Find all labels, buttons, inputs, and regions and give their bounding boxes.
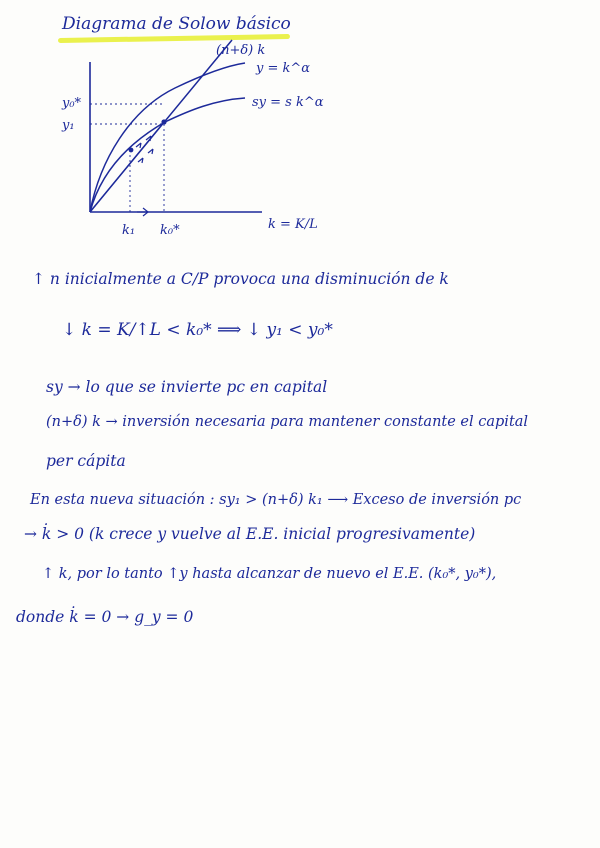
page-title: Diagrama de Solow básico (62, 14, 291, 34)
label-x-axis: k = K/L (268, 217, 318, 232)
arrow-mark (148, 149, 153, 154)
label-k1: k₁ (122, 223, 136, 238)
label-saving: sy = s k^α (252, 95, 324, 110)
point-k1 (129, 148, 134, 153)
steady-state-point (161, 119, 166, 124)
depreciation-line-new (90, 122, 164, 212)
note-line-3: sy → lo que se invierte pc en capital (46, 378, 328, 396)
saving-curve (90, 98, 245, 212)
production-curve (90, 63, 245, 212)
label-production: y = k^α (256, 61, 311, 76)
arrow-mark (138, 158, 143, 163)
label-y1: y₁ (62, 118, 75, 133)
label-k0: k₀* (160, 223, 180, 238)
note-line-1: ↑ n inicialmente a C/P provoca una disminución de k (32, 270, 449, 288)
note-line-6: En esta nueva situación : sy₁ > (n+δ) k₁ ⟶ Exceso de inversión pc (30, 492, 522, 508)
note-line-9: donde k̇ = 0 → g_y = 0 (16, 608, 194, 626)
note-line-8: ↑ k, por lo tanto ↑y hasta alcanzar de nuevo el E.E. (k₀*, y₀*), (42, 566, 497, 582)
note-line-4: (n+δ) k → inversión necesaria para mantener constante el capital (46, 414, 529, 430)
label-y0: y₀* (62, 96, 82, 111)
label-depreciation: (n+δ) k (216, 43, 266, 58)
k-arrow (137, 208, 148, 216)
arrow-mark (136, 143, 141, 148)
note-line-7: → k̇ > 0 (k crece y vuelve al E.E. inicial progresivamente) (24, 525, 476, 543)
note-line-5: per cápita (46, 452, 126, 470)
note-line-2: ↓ k = K/↑L < k₀* ⟹ ↓ y₁ < y₀* (62, 320, 333, 340)
solow-diagram (0, 0, 600, 260)
